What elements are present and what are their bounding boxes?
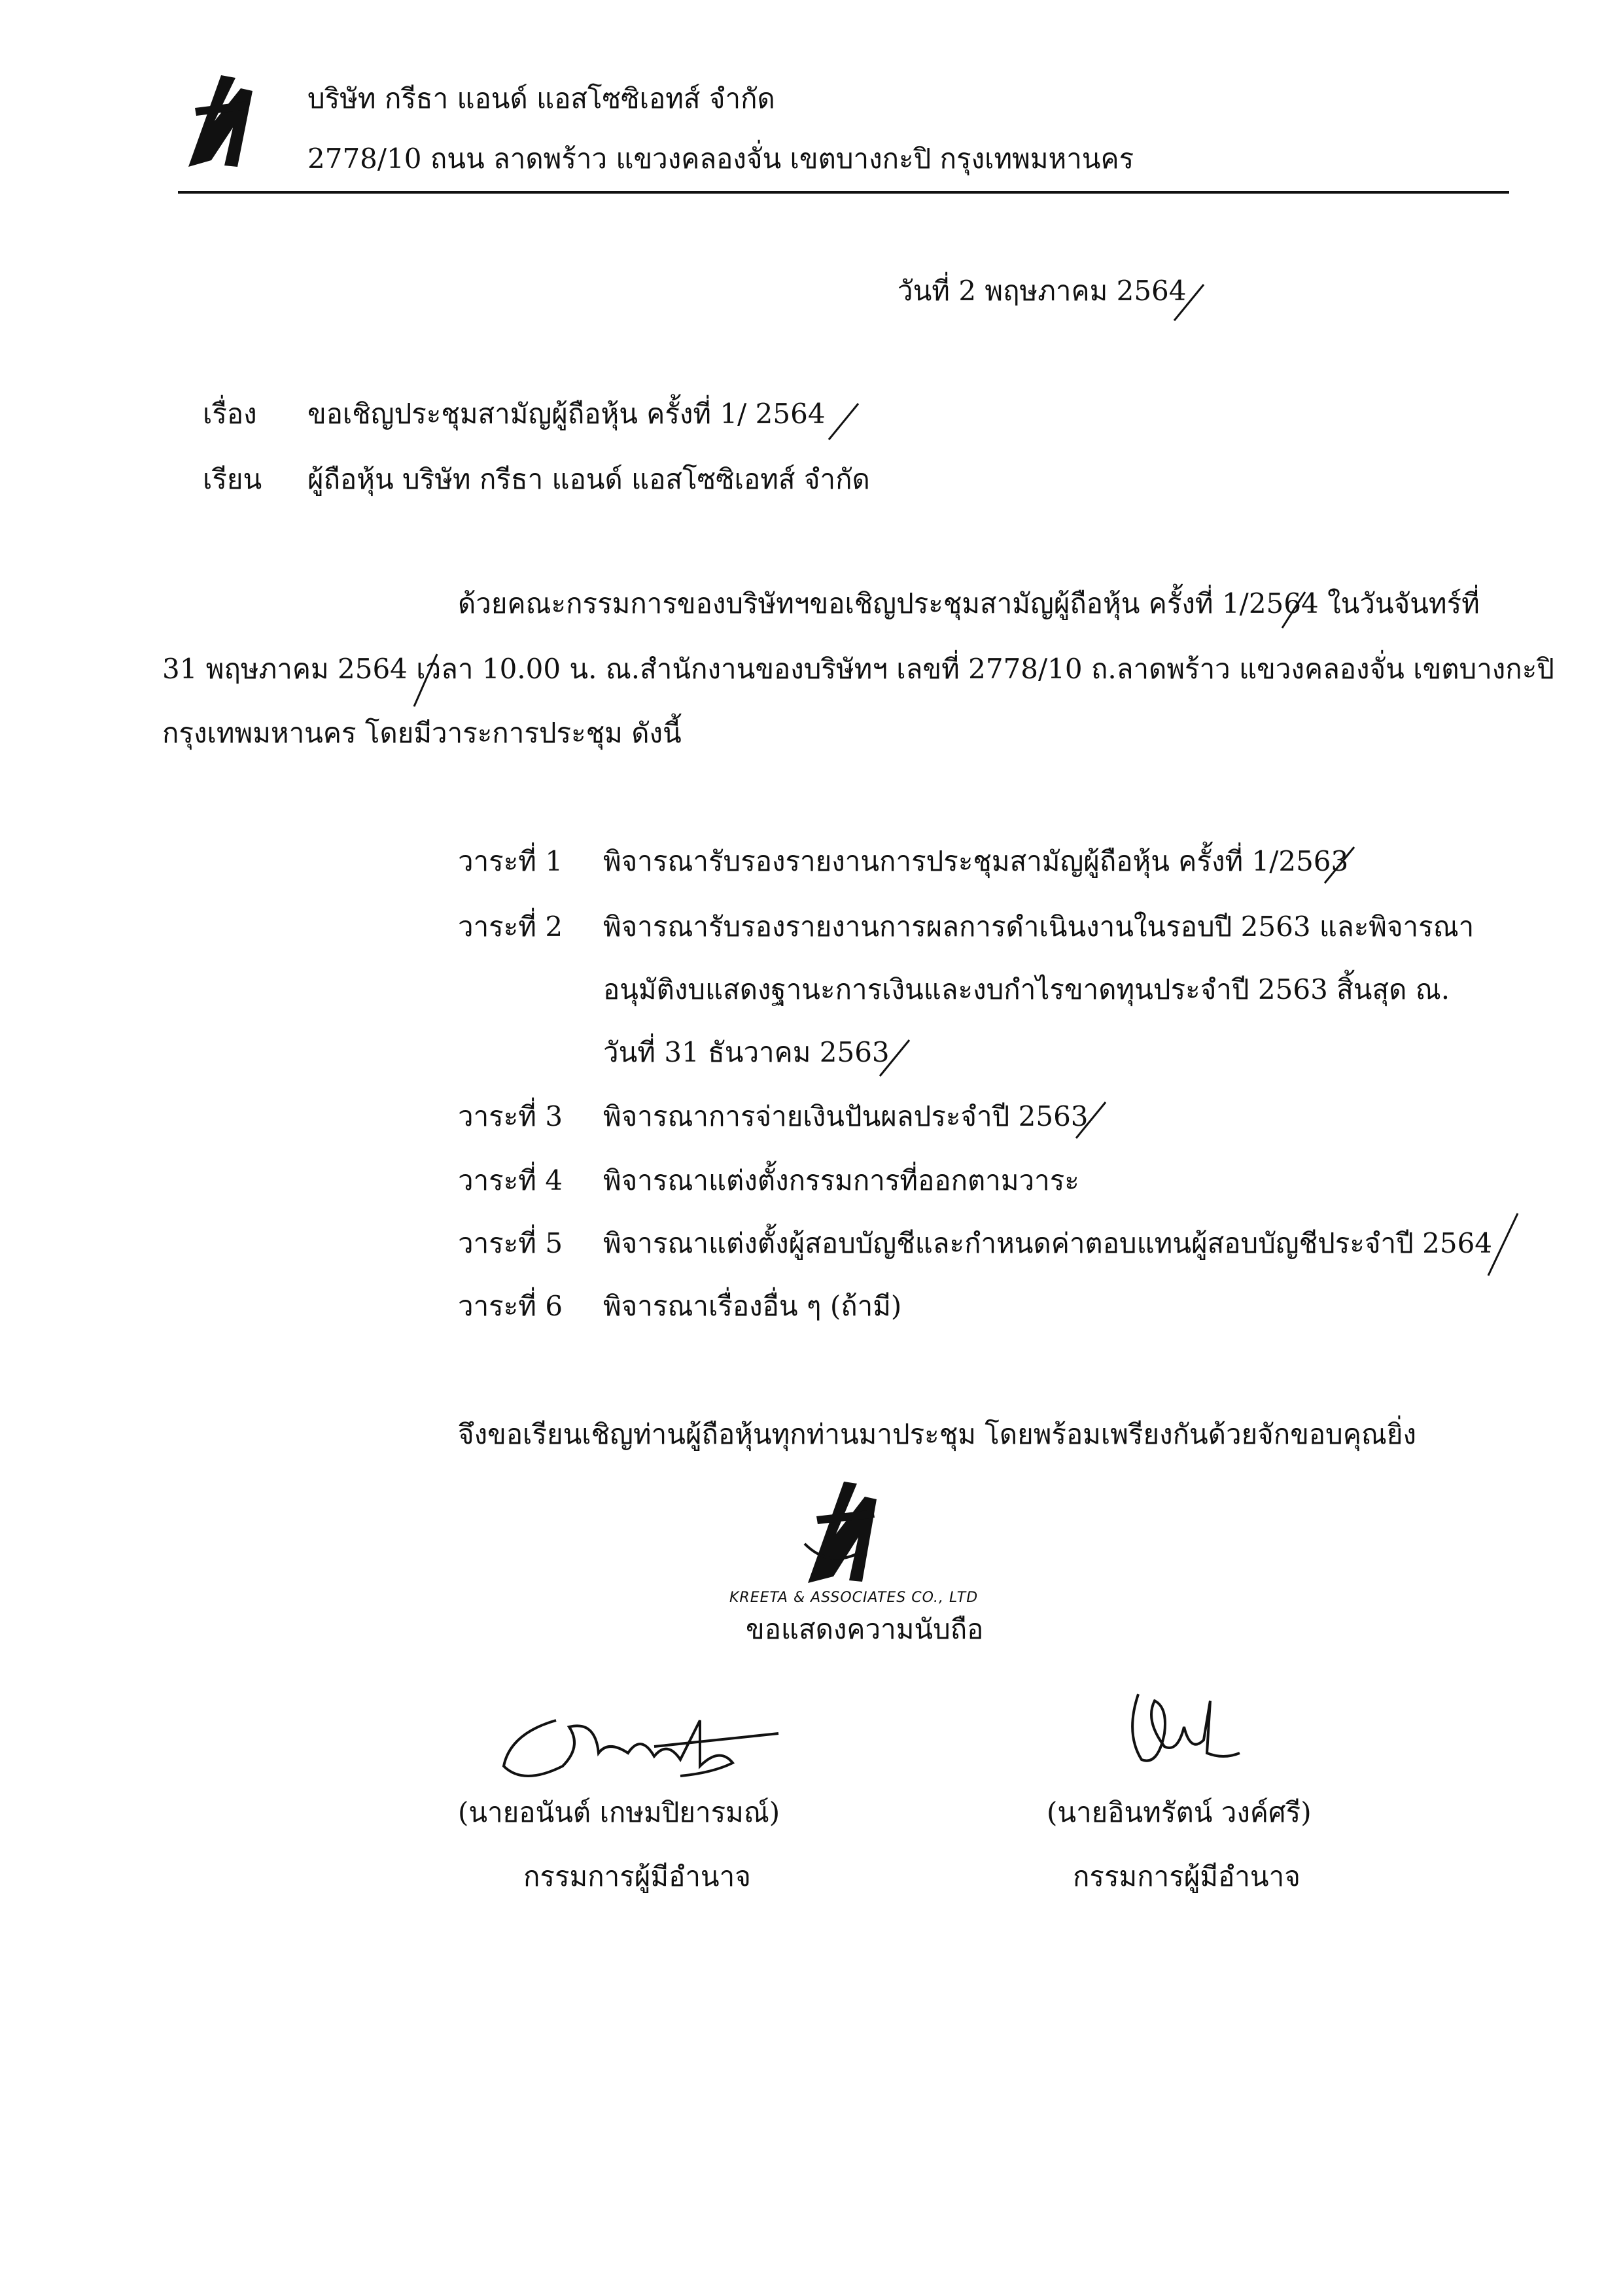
signature-left <box>484 1694 785 1792</box>
agenda-3-label: วาระที่ 3 <box>458 1100 563 1132</box>
checkmark-tick <box>877 1037 916 1083</box>
company-name: บริษัท กรีธา แอนด์ แอสโซซิเอทส์ จำกัด <box>307 82 775 114</box>
signature-right <box>1119 1681 1249 1779</box>
checkmark-tick <box>826 400 865 446</box>
signatory-2-title: กรรมการผู้มีอำนาจ <box>1073 1860 1300 1892</box>
subject-text: ขอเชิญประชุมสามัญผู้ถือหุ้น ครั้งที่ 1/ 2564 <box>307 398 826 430</box>
agenda-2-text-1: พิจารณารับรองรายงานการผลการดำเนินงานในรอบปี 2563 และพิจารณา <box>603 911 1475 943</box>
agenda-2-text-2: อนุมัติงบแสดงฐานะการเงินและงบกำไรขาดทุนประจำปี 2563 สิ้นสุด ณ. <box>603 973 1450 1005</box>
agenda-5-text: พิจารณาแต่งตั้งผู้สอบบัญชีและกำหนดค่าตอบแทนผู้สอบบัญชีประจำปี 2564 <box>603 1227 1493 1259</box>
checkmark-tick <box>1171 281 1210 327</box>
company-logo <box>175 69 270 173</box>
agenda-3-text: พิจารณาการจ่ายเงินปันผลประจำปี 2563 <box>603 1100 1089 1132</box>
letterhead-divider <box>178 191 1509 194</box>
closing-text: จึงขอเรียนเชิญท่านผู้ถือหุ้นทุกท่านมาประชุม โดยพร้อมเพรียงกันด้วยจักขอบคุณยิ่ง <box>458 1418 1416 1450</box>
agenda-4-label: วาระที่ 4 <box>458 1164 563 1196</box>
agenda-1-text: พิจารณารับรองรายงานการประชุมสามัญผู้ถือหุ้น ครั้งที่ 1/2563 <box>603 845 1349 877</box>
checkmark-tick <box>1073 1099 1112 1145</box>
agenda-4-text: พิจารณาแต่งตั้งกรรมการที่ออกตามวาระ <box>603 1164 1079 1196</box>
signatory-1-title: กรรมการผู้มีอำนาจ <box>523 1860 751 1892</box>
regards-text: ขอแสดงความนับถือ <box>746 1613 984 1645</box>
subject-label: เรื่อง <box>203 398 257 430</box>
signatory-2-name: (นายอินทรัตน์ วงค์ศรี) <box>1047 1796 1312 1828</box>
agenda-5-label: วาระที่ 5 <box>458 1227 563 1259</box>
body-line-3: กรุงเทพมหานคร โดยมีวาระการประชุม ดังนี้ <box>162 717 682 749</box>
agenda-1-label: วาระที่ 1 <box>458 845 563 877</box>
checkmark-tick <box>411 651 444 710</box>
checkmark-tick <box>1279 589 1312 635</box>
agenda-6-label: วาระที่ 6 <box>458 1290 563 1322</box>
agenda-2-label: วาระที่ 2 <box>458 911 563 943</box>
stamp-caption: KREETA & ASSOCIATES CO., LTD <box>729 1590 979 1606</box>
company-address: 2778/10 ถนน ลาดพร้าว แขวงคลองจั่น เขตบางกะปิ กรุงเทพมหานคร <box>307 143 1134 175</box>
addressee-text: ผู้ถือหุ้น บริษัท กรีธา แอนด์ แอสโซซิเอทส์ จำกัด <box>307 463 870 495</box>
body-line-2: 31 พฤษภาคม 2564 เวลา 10.00 น. ณ.สำนักงานของบริษัทฯ เลขที่ 2778/10 ถ.ลาดพร้าว แขวงคลองจั่น เขตบางกะปิ <box>162 653 1554 685</box>
agenda-2-text-3: วันที่ 31 ธันวาคม 2563 <box>603 1036 890 1068</box>
checkmark-tick <box>1485 1210 1524 1282</box>
signatory-1-name: (นายอนันต์ เกษมปิยารมณ์) <box>458 1796 780 1828</box>
company-stamp-logo <box>792 1472 903 1590</box>
addressee-label: เรียน <box>203 463 262 495</box>
letter-date: วันที่ 2 พฤษภาคม 2564 <box>898 275 1187 307</box>
agenda-6-text: พิจารณาเรื่องอื่น ๆ (ถ้ามี) <box>603 1290 902 1322</box>
body-line-1: ด้วยคณะกรรมการของบริษัทฯขอเชิญประชุมสามัญผู้ถือหุ้น ครั้งที่ 1/2564 ในวันจันทร์ที่ <box>458 587 1480 619</box>
checkmark-tick <box>1321 844 1361 890</box>
